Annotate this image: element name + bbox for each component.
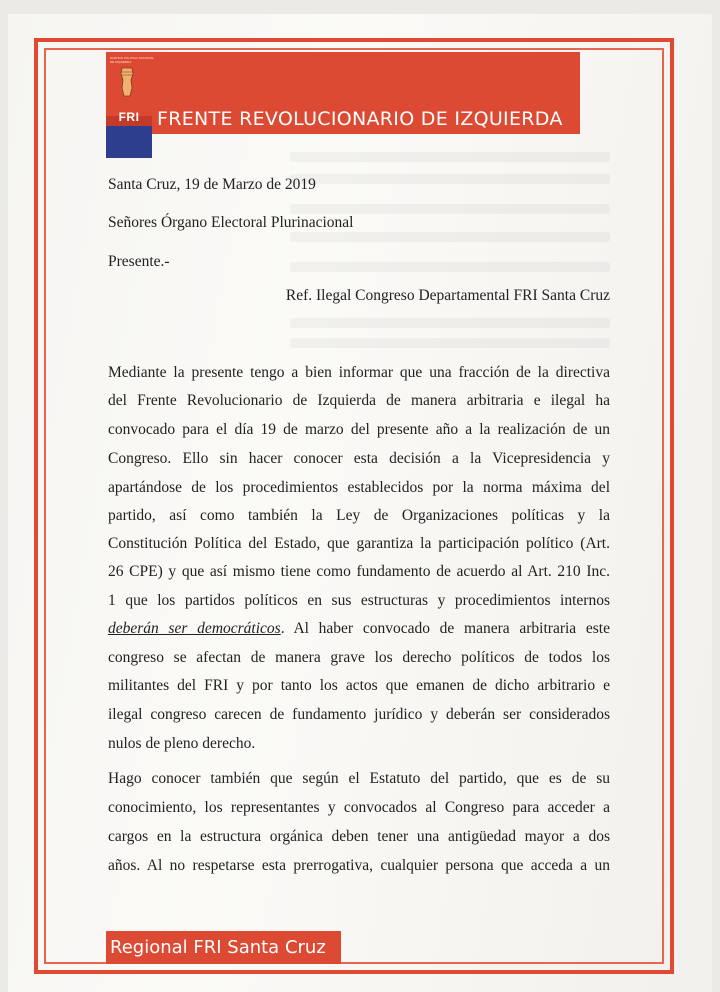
- emphasis-text: deberán ser democráticos: [108, 620, 281, 637]
- bleed-through-text: [290, 318, 610, 328]
- paragraph-line: partido, así como también la Ley de Organizaciones políticas y la: [108, 507, 610, 524]
- paragraph-line: militantes del FRI y por tanto los actos que emanen de dicho arbitrario e: [108, 677, 610, 694]
- paragraph-line: [108, 620, 610, 638]
- paragraph-line: 26 CPE) y que así mismo tiene como fundamento de acuerdo al Art. 210 Inc.: [108, 563, 610, 580]
- footer-label: Regional FRI Santa Cruz: [110, 937, 326, 958]
- paragraph-line: Mediante la presente tengo a bien informar que una fracción de la directiva: [108, 364, 610, 381]
- reference-line: Ref. Ilegal Congreso Departamental FRI Santa Cruz: [285, 287, 610, 304]
- addressee: Señores Órgano Electoral Plurinacional: [108, 214, 354, 231]
- party-name-title: FRENTE REVOLUCIONARIO DE IZQUIERDA: [157, 108, 563, 130]
- paragraph-line: nulos de pleno derecho.: [108, 735, 256, 752]
- bleed-through-text: [290, 232, 610, 242]
- paragraph-line: años. Al no respetarse esta prerrogativa, cualquier persona que acceda a un: [108, 857, 610, 874]
- paragraph-line: del Frente Revolucionario de Izquierda de manera arbitraria e ilegal ha: [108, 392, 610, 409]
- date-line: Santa Cruz, 19 de Marzo de 2019: [108, 176, 316, 193]
- emphasis-continuation: . Al haber convocado de manera arbitraria este: [280, 620, 610, 637]
- logo-blue-field: [106, 126, 152, 158]
- raised-fist-icon: [117, 66, 137, 106]
- paragraph-line: Constitución Política del Estado, que garantiza la participación político (Art.: [108, 535, 610, 552]
- logo-fri-text: FRI: [118, 110, 140, 124]
- paragraph-line: apartándose de los procedimientos establecidos por la norma máxima del: [108, 479, 610, 496]
- logo-caption: PARTIDO POLITICO NACIONAL DE IZQUIERDA: [110, 56, 154, 64]
- paragraph-line: convocado para el día 19 de marzo del presente año a la realización de un: [108, 421, 610, 438]
- paragraph-line: Hago conocer también que según el Estatuto del partido, que es de su: [108, 770, 610, 787]
- paragraph-line: cargos en la estructura orgánica deben tener una antigüedad mayor a dos: [108, 828, 610, 845]
- salutation: Presente.-: [108, 253, 170, 270]
- paragraph-line: congreso se afectan de manera grave los derecho políticos de todos los: [108, 649, 610, 666]
- bleed-through-text: [290, 338, 610, 348]
- bleed-through-text: [290, 204, 610, 214]
- paragraph-line: ilegal congreso carecen de fundamento jurídico y deberán ser considerados: [108, 706, 610, 723]
- paragraph-line: conocimiento, los representantes y convocados al Congreso para acceder a: [108, 799, 610, 816]
- bleed-through-text: [290, 152, 610, 162]
- paragraph-line: Congreso. Ello sin hacer conocer esta decisión a la Vicepresidencia y: [108, 450, 610, 467]
- paragraph-line: 1 que los partidos políticos en sus estructuras y procedimientos internos: [108, 592, 610, 609]
